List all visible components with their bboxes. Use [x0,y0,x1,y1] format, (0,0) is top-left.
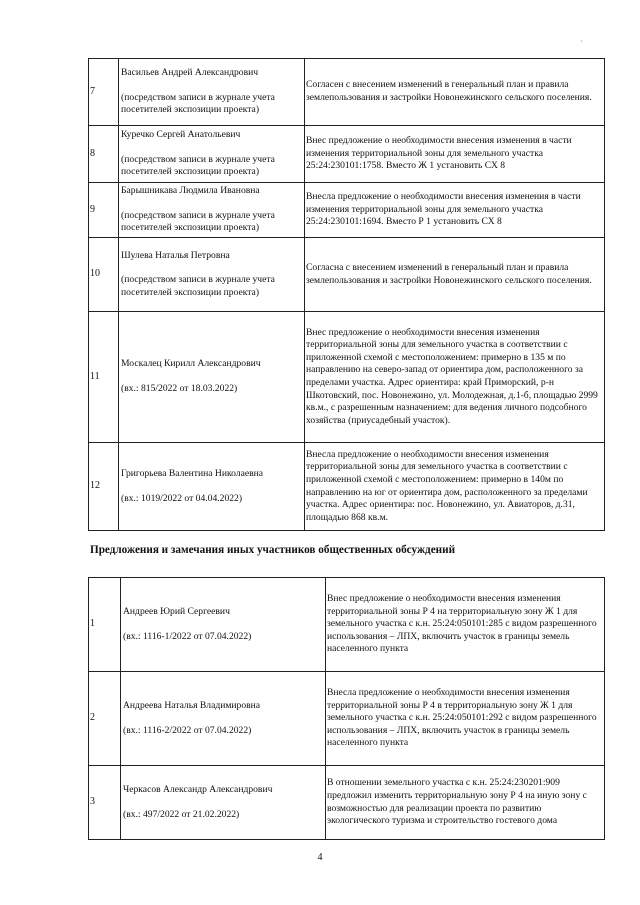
row-number: 3 [89,766,121,840]
participant-name: Шулева Наталья Петровна [121,249,230,261]
table-row [89,672,605,766]
table-row [89,126,605,183]
row-number: 8 [89,126,119,183]
participant-source: (вх.: 1019/2022 от 04.04.2022) [121,492,243,504]
scan-mark: · [580,37,583,46]
row-number: 10 [89,238,119,312]
table-row [89,312,605,443]
proposal-text: Внесла предложение о необходимости внесения изменения в части изменения территориальной зоны для земельного участка 25:24:230101:1694. Вместо Р 1 установить СХ 8 [305,183,605,238]
proposal-text: Согласна с внесением изменений в генеральный план и правила землепользования и застройки Новонежинского сельского поселения. [305,238,605,312]
participant-cell [119,183,305,238]
participant-source: (посредством записи в журнале учета посетителей экспозиции проекта) [121,209,275,234]
proposal-text: Внес предложение о необходимости внесения изменения в части изменения территориальной зоны для земельного участка 25:24:230101:1758. Вместо Ж 1 установить СХ 8 [305,126,605,183]
participant-source: (посредством записи в журнале учета посетителей экспозиции проекта) [121,91,275,116]
row-number: 2 [89,672,121,766]
row-number: 1 [89,578,121,672]
participant-source: (вх.: 497/2022 от 21.02.2022) [123,808,240,820]
proposal-text: Согласен с внесением изменений в генеральный план и правила землепользования и застройки Новонежинского сельского поселения. [305,59,605,126]
table-row [89,183,605,238]
participant-name: Григорьева Валентина Николаевна [121,467,264,479]
participant-name: Барышникава Людмила Ивановна [121,185,260,197]
participant-name: Куречко Сергей Анатольевич [121,129,241,141]
table-row [89,766,605,840]
participant-cell [119,238,305,312]
proposal-text: Внес предложение о необходимости внесения изменения территориальной зоны для земельного участка в соответствии с приложенной схемой с местоположением: примерно в 135 м по направлению на северо-запад от ориентира дом, расположенного за пределами участка. Адрес ориентира: край Приморский, р-н Шкотовский, пос. Новонежино, ул. Молодежная, д.1-б, площадью 2999 кв.м., с разрешенным назначением: для ведения личного подсобного хозяйства (приусадебный участок). [305,312,605,443]
participant-name: Андреева Наталья Владимировна [123,699,261,711]
participant-source: (посредством записи в журнале учета посетителей экспозиции проекта) [121,274,275,298]
participant-cell [119,59,305,126]
proposal-text: Внесла предложение о необходимости внесения изменения территориальной зоны Р 4 в территориальную зону Ж 1 для земельного участка с к.н. 25:24:050101:292 с видом разрешенного использования – ЛПХ, включить участок в границы земель населенного пункта [326,672,605,766]
participant-cell [121,766,326,840]
participant-cell [119,443,305,531]
row-number: 9 [89,183,119,238]
participant-source: (вх.: 1116-1/2022 от 07.04.2022) [123,630,252,642]
proposal-text: В отношении земельного участка с к.н. 25:24:230201:909 предложил изменить территориальную зону Р 4 на иную зону с возможностью для реализации проекта по развитию экологического туризма и строительство гостевого дома [326,766,605,840]
row-number: 11 [89,312,119,443]
participants-table [88,58,605,531]
participant-cell [121,578,326,672]
participant-name: Черкасов Александр Александрович [123,783,273,795]
participant-name: Андреев Юрий Сергеевич [123,605,230,617]
table-row [89,238,605,312]
proposal-text: Внесла предложение о необходимости внесения изменения территориальной зоны для земельного участка в соответствии с приложенной схемой с местоположением: примерно в 140м по направлению на юг от ориентира дом, расположенного за пределами участка. Адрес ориентира: пос. Новонежино, ул. Авиаторов, д.31, площадью 868 кв.м. [305,443,605,531]
participant-name: Васильев Андрей Александрович [121,67,259,79]
table-row [89,59,605,126]
table-row [89,578,605,672]
other-participants-table [88,577,605,840]
row-number: 12 [89,443,119,531]
participant-source: (вх.: 1116-2/2022 от 07.04.2022) [123,724,252,736]
participant-name: Москалец Кирилл Александрович [121,358,261,370]
participant-cell [121,672,326,766]
section-title: Предложения и замечания иных участников общественных обсуждений [90,544,456,556]
participant-cell [119,312,305,443]
proposal-text: Внес предложение о необходимости внесения изменения территориальной зоны Р 4 на территориальную зону Ж 1 для земельного участка с к.н. 25:24:050101:285 с видом разрешенного использования – ЛПХ, включить участок в границы земель населенного пункта [326,578,605,672]
row-number: 7 [89,59,119,126]
participant-source: (посредством записи в журнале учета посетителей экспозиции проекта) [121,153,275,178]
table-row [89,443,605,531]
participant-source: (вх.: 815/2022 от 18.03.2022) [121,383,238,394]
participant-cell [119,126,305,183]
page-number: 4 [317,852,323,863]
